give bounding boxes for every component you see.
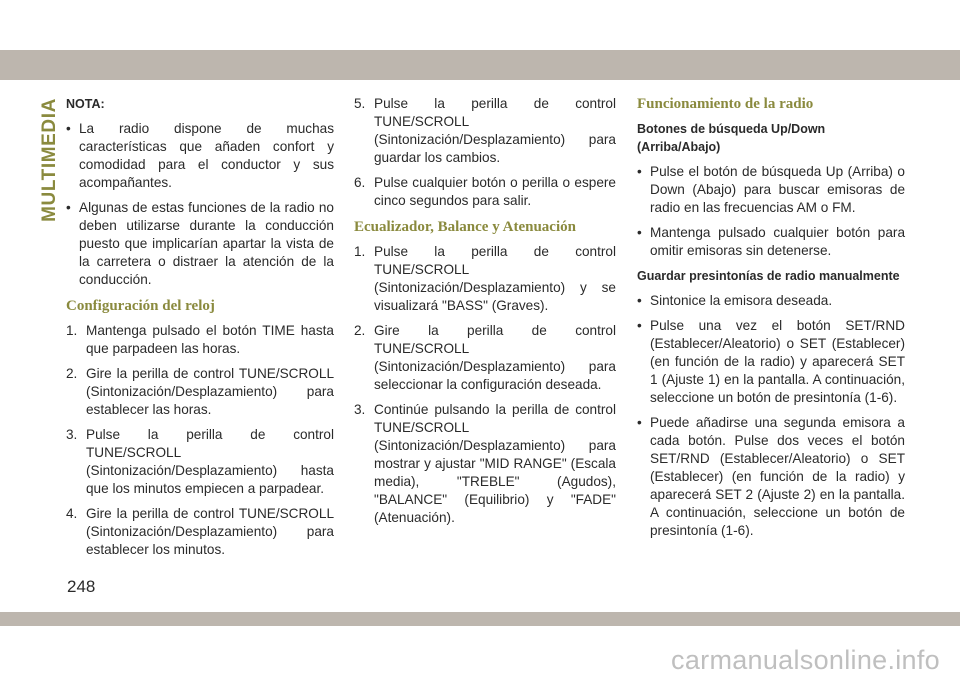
clock-heading: Configuración del reloj <box>66 298 215 314</box>
radio-heading: Funcionamiento de la radio <box>637 96 814 112</box>
equalizer-step-text: Continúe pulsando la perilla de control TUNE/SCROLL (Sintonización/Desplazamiento) para mostrar y ajustar "MID RANGE" (Escala media), "TREBLE" (Agudos), "BALANCE" (Equilibrio) y "FADE" (Atenuación). <box>374 402 616 525</box>
seek-bullet: • Pulse el botón de búsqueda Up (Arriba) o Down (Abajo) para buscar emisoras de radio en las frecuencias AM o FM. <box>637 164 905 215</box>
seek-bullet: • Mantenga pulsado cualquier botón para omitir emisoras sin detenerse. <box>637 225 905 258</box>
section-side-tab <box>40 100 60 220</box>
clock-step: 5. Pulse la perilla de control TUNE/SCROLL (Sintonización/Desplazamiento) para guardar los cambios. <box>354 96 616 165</box>
equalizer-step: 2. Gire la perilla de control TUNE/SCROLL (Sintonización/Desplazamiento) para seleccionar la configuración deseada. <box>354 323 616 392</box>
section-side-tab-label: MULTIMEDIA <box>39 98 60 222</box>
clock-step-text: Mantenga pulsado el botón TIME hasta que parpadeen las horas. <box>86 323 334 356</box>
column-3 <box>637 95 905 547</box>
preset-bullet-text: Sintonice la emisora deseada. <box>650 293 833 308</box>
clock-step: 1. Mantenga pulsado el botón TIME hasta que parpadeen las horas. <box>66 323 334 356</box>
note-bullet: • La radio dispone de muchas características que añaden confort y comodidad para el conductor y sus acompañantes. <box>66 121 334 190</box>
equalizer-step: 3. Continúe pulsando la perilla de control TUNE/SCROLL (Sintonización/Desplazamiento) para mostrar y ajustar "MID RANGE" (Escala media), "TREBLE" (Agudos), "BALANCE" (Equilibrio) y "FADE" (Atenuación). <box>354 402 616 525</box>
equalizer-step-text: Gire la perilla de control TUNE/SCROLL (Sintonización/Desplazamiento) para seleccionar la configuración deseada. <box>374 323 616 392</box>
clock-step-text: Pulse la perilla de control TUNE/SCROLL (Sintonización/Desplazamiento) para guardar los cambios. <box>374 96 616 165</box>
seek-bullet-text: Pulse el botón de búsqueda Up (Arriba) o Down (Abajo) para buscar emisoras de radio en las frecuencias AM o FM. <box>650 164 905 215</box>
seek-subheading: Botones de búsqueda Up/Down (Arriba/Abajo) <box>637 122 826 154</box>
clock-step-text: Gire la perilla de control TUNE/SCROLL (Sintonización/Desplazamiento) para establecer las horas. <box>86 366 334 417</box>
column-1 <box>66 95 334 566</box>
preset-subheading: Guardar presintonías de radio manualmente <box>637 269 900 283</box>
clock-step-text: Pulse cualquier botón o perilla o espere cinco segundos para salir. <box>374 175 616 208</box>
equalizer-step-text: Pulse la perilla de control TUNE/SCROLL (Sintonización/Desplazamiento) y se visualizará "BASS" (Graves). <box>374 244 616 313</box>
preset-bullet: • Sintonice la emisora deseada. <box>637 293 833 308</box>
column-2 <box>354 95 616 534</box>
note-bullet: • Algunas de estas funciones de la radio no deben utilizarse durante la conducción puesto que implicarían apartar la vista de la carretera o distraer la atención de la conducción. <box>66 200 334 287</box>
equalizer-heading: Ecualizador, Balance y Atenuación <box>354 219 576 235</box>
equalizer-step: 1. Pulse la perilla de control TUNE/SCROLL (Sintonización/Desplazamiento) y se visualizará "BASS" (Graves). <box>354 244 616 313</box>
clock-step: 4. Gire la perilla de control TUNE/SCROLL (Sintonización/Desplazamiento) para establecer los minutos. <box>66 506 334 557</box>
seek-bullet-text: Mantenga pulsado cualquier botón para omitir emisoras sin detenerse. <box>650 225 905 258</box>
header-band <box>0 50 960 80</box>
footer-band <box>0 612 960 626</box>
note-label: NOTA: <box>66 97 105 111</box>
note-bullet-text: Algunas de estas funciones de la radio no deben utilizarse durante la conducción puesto que implicarían apartar la vista de la carretera o distraer la atención de la conducción. <box>79 200 334 287</box>
note-bullet-text: La radio dispone de muchas características que añaden confort y comodidad para el conductor y sus acompañantes. <box>79 121 334 190</box>
preset-bullet-text: Puede añadirse una segunda emisora a cada botón. Pulse dos veces el botón SET/RND (Establecer/Aleatorio) o SET (Establecer) (en función de la radio) y aparecerá SET 2 (Ajuste 2) en la pantalla. A continuación, seleccione un botón de presintonía (1-6). <box>650 415 905 538</box>
clock-step: 2. Gire la perilla de control TUNE/SCROLL (Sintonización/Desplazamiento) para establecer las horas. <box>66 366 334 417</box>
preset-bullet: • Puede añadirse una segunda emisora a cada botón. Pulse dos veces el botón SET/RND (Establecer/Aleatorio) o SET (Establecer) (en función de la radio) y aparecerá SET 2 (Ajuste 2) en la pantalla. A continuación, seleccione un botón de presintonía (1-6). <box>637 415 905 538</box>
clock-step: 3. Pulse la perilla de control TUNE/SCROLL (Sintonización/Desplazamiento) hasta que los minutos empiecen a parpadear. <box>66 427 334 496</box>
preset-bullet: • Pulse una vez el botón SET/RND (Establecer/Aleatorio) o SET (Establecer) (en función de la radio) y aparecerá SET 1 (Ajuste 1) en la pantalla. A continuación, seleccione un botón de presintonía (1-6). <box>637 318 905 405</box>
clock-step-text: Pulse la perilla de control TUNE/SCROLL (Sintonización/Desplazamiento) hasta que los minutos empiecen a parpadear. <box>86 427 334 496</box>
clock-step-text: Gire la perilla de control TUNE/SCROLL (Sintonización/Desplazamiento) para establecer los minutos. <box>86 506 334 557</box>
clock-step: 6. Pulse cualquier botón o perilla o espere cinco segundos para salir. <box>354 175 616 208</box>
watermark-text: carmanualsonline.info <box>671 645 940 675</box>
page-number: 248 <box>67 577 96 596</box>
preset-bullet-text: Pulse una vez el botón SET/RND (Establecer/Aleatorio) o SET (Establecer) (en función de la radio) y aparecerá SET 1 (Ajuste 1) en la pantalla. A continuación, seleccione un botón de presintonía (1-6). <box>650 318 905 405</box>
